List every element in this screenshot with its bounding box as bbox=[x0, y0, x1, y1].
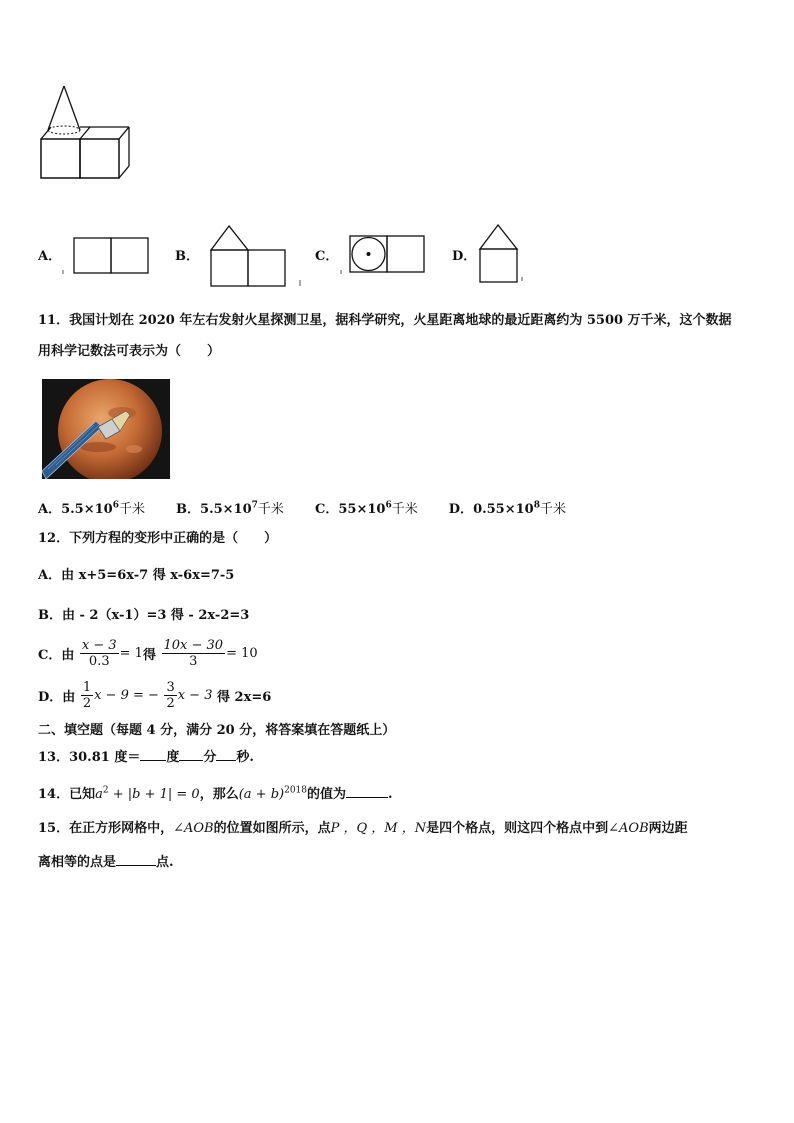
q15-line2-text: 离相等的点是 bbox=[38, 855, 117, 870]
q12-option-c-eq1: = 1 bbox=[119, 646, 143, 661]
mars-probe-image bbox=[42, 379, 170, 479]
q15-points: P ，Q ，M ，N bbox=[330, 821, 427, 836]
q14-end: . bbox=[388, 787, 393, 802]
q12-option-c-fraction2 bbox=[162, 638, 226, 669]
q11-option-c[interactable] bbox=[315, 502, 418, 517]
q10-option-c-figure bbox=[338, 234, 430, 276]
q11-option-c-mantissa: 55×10 bbox=[338, 502, 386, 517]
q12-stem: 12．下列方程的变形中正确的是（ ） bbox=[38, 531, 278, 546]
q14-answer-blank[interactable] bbox=[346, 785, 388, 798]
q10-option-d-label[interactable]: D． bbox=[452, 249, 477, 264]
q12-option-d-fraction1 bbox=[81, 680, 93, 711]
q12-option-a[interactable]: A．由 x+5=6x-7 得 x-6x=7-5 bbox=[38, 568, 235, 583]
q11-option-a[interactable] bbox=[38, 502, 145, 517]
q13 bbox=[38, 748, 254, 767]
q12-option-c-fraction2-num: 10x − 30 bbox=[163, 638, 224, 653]
q11-option-a-exp: 6 bbox=[112, 500, 119, 511]
q13-text-a: 13．30.81 度＝ bbox=[38, 750, 141, 765]
q11-option-d-mantissa: 0.55×10 bbox=[473, 502, 534, 517]
q15-line2-end: 点. bbox=[156, 855, 174, 870]
q15-text-a: 15．在正方形网格中， bbox=[38, 821, 174, 836]
q10-option-d-figure bbox=[474, 221, 526, 285]
q13-text-d: 秒. bbox=[236, 750, 254, 765]
q15-angle2: ∠AOB bbox=[608, 821, 649, 836]
q11-text-line1: 我国计划在 2020 年左右发射火星探测卫星，据科学研究，火星距离地球的最近距离约为 5500 万千米，这个数据 bbox=[69, 313, 732, 328]
q11-option-b-unit: 千米 bbox=[257, 502, 284, 517]
q11-options-row bbox=[38, 498, 566, 517]
q11-option-c-exp: 6 bbox=[385, 500, 392, 511]
q12-option-d-tail: 得 2x=6 bbox=[217, 690, 272, 705]
q11-option-d-exp: 8 bbox=[533, 500, 540, 511]
q12-option-d-fraction2-num: 3 bbox=[166, 680, 175, 695]
q15-text-b: 的位置如图所示，点 bbox=[213, 821, 331, 836]
q15-line2 bbox=[38, 853, 174, 872]
q13-text-c: 分 bbox=[203, 750, 217, 765]
q13-blank-minute[interactable] bbox=[179, 748, 203, 761]
q12-option-d[interactable] bbox=[38, 680, 271, 711]
q14-exp1: 2 bbox=[102, 785, 109, 796]
q14-expr1: a bbox=[95, 787, 103, 802]
q15-answer-blank[interactable] bbox=[116, 853, 156, 866]
q14-expr3: (a + b) bbox=[238, 787, 285, 802]
q12-option-b[interactable]: B．由 - 2（x-1）=3 得 - 2x-2=3 bbox=[38, 608, 250, 623]
q11-option-b[interactable] bbox=[176, 502, 284, 517]
q11-stem-line1 bbox=[38, 312, 732, 330]
q11-option-c-label: C． bbox=[315, 502, 339, 517]
q12-option-d-fraction2-den: 2 bbox=[166, 696, 175, 711]
q12-option-d-fraction2 bbox=[164, 680, 176, 711]
q10-option-b-label[interactable]: B． bbox=[175, 249, 199, 264]
q12-option-c-fraction2-den: 3 bbox=[189, 654, 198, 669]
q12-option-c-fraction1 bbox=[80, 638, 119, 669]
q11-option-a-label: A． bbox=[38, 502, 62, 517]
q12-option-d-label: D．由 bbox=[38, 690, 76, 705]
q13-blank-second[interactable] bbox=[216, 748, 236, 761]
section-2-heading: 二、填空题（每题 4 分，满分 20 分，将答案填在答题纸上） bbox=[38, 723, 396, 738]
q12-option-d-term1: x − 9 = − bbox=[94, 688, 159, 703]
q14-mid: ，那么 bbox=[199, 787, 239, 802]
q14 bbox=[38, 785, 393, 804]
q14-exp3: 2018 bbox=[284, 785, 307, 796]
q15-angle1: ∠AOB bbox=[173, 821, 214, 836]
q11-text-line2: 用科学记数法可表示为（ ） bbox=[38, 344, 221, 359]
q11-option-d[interactable] bbox=[449, 502, 566, 517]
q10-option-c-label[interactable]: C． bbox=[315, 249, 339, 264]
q10-option-a-figure bbox=[60, 236, 152, 278]
q11-option-b-label: B． bbox=[176, 502, 201, 517]
q13-text-b: 度 bbox=[166, 750, 180, 765]
q12-option-d-fraction1-num: 1 bbox=[82, 680, 92, 695]
q12-option-c-fraction1-den: 0.3 bbox=[88, 654, 110, 669]
q10-option-b-figure bbox=[205, 222, 307, 290]
q12-option-c-label: C．由 bbox=[38, 648, 75, 663]
q12-option-d-fraction1-den: 2 bbox=[82, 696, 92, 711]
q12-option-c-eq2: = 10 bbox=[226, 646, 258, 661]
q15-text-d: 两边距 bbox=[648, 821, 688, 836]
q11-option-b-exp: 7 bbox=[251, 500, 258, 511]
q12-option-c[interactable] bbox=[38, 638, 258, 669]
q11-option-d-label: D． bbox=[448, 502, 474, 517]
q10-solid-figure bbox=[38, 82, 133, 182]
q11-option-a-mantissa: 5.5×10 bbox=[61, 502, 113, 517]
q11-option-c-unit: 千米 bbox=[391, 502, 418, 517]
q11-option-a-unit: 千米 bbox=[118, 502, 145, 517]
q15-line1 bbox=[38, 820, 688, 838]
q12-option-d-term2: x − 3 bbox=[177, 688, 213, 703]
q11-option-d-unit: 千米 bbox=[539, 502, 566, 517]
q15-text-c: 是四个格点，则这四个格点中到 bbox=[426, 821, 609, 836]
q14-post: 的值为 bbox=[307, 787, 347, 802]
q10-option-a-label[interactable]: A． bbox=[38, 249, 62, 264]
q12-option-c-fraction1-num: x − 3 bbox=[81, 638, 117, 653]
q13-blank-degree[interactable] bbox=[140, 748, 166, 761]
q11-option-b-mantissa: 5.5×10 bbox=[200, 502, 252, 517]
q11-number: 11． bbox=[38, 313, 70, 328]
q14-expr2: + |b + 1| = 0 bbox=[108, 787, 200, 802]
q12-option-c-mid: 得 bbox=[142, 648, 156, 663]
q14-pre: 14．已知 bbox=[38, 787, 96, 802]
